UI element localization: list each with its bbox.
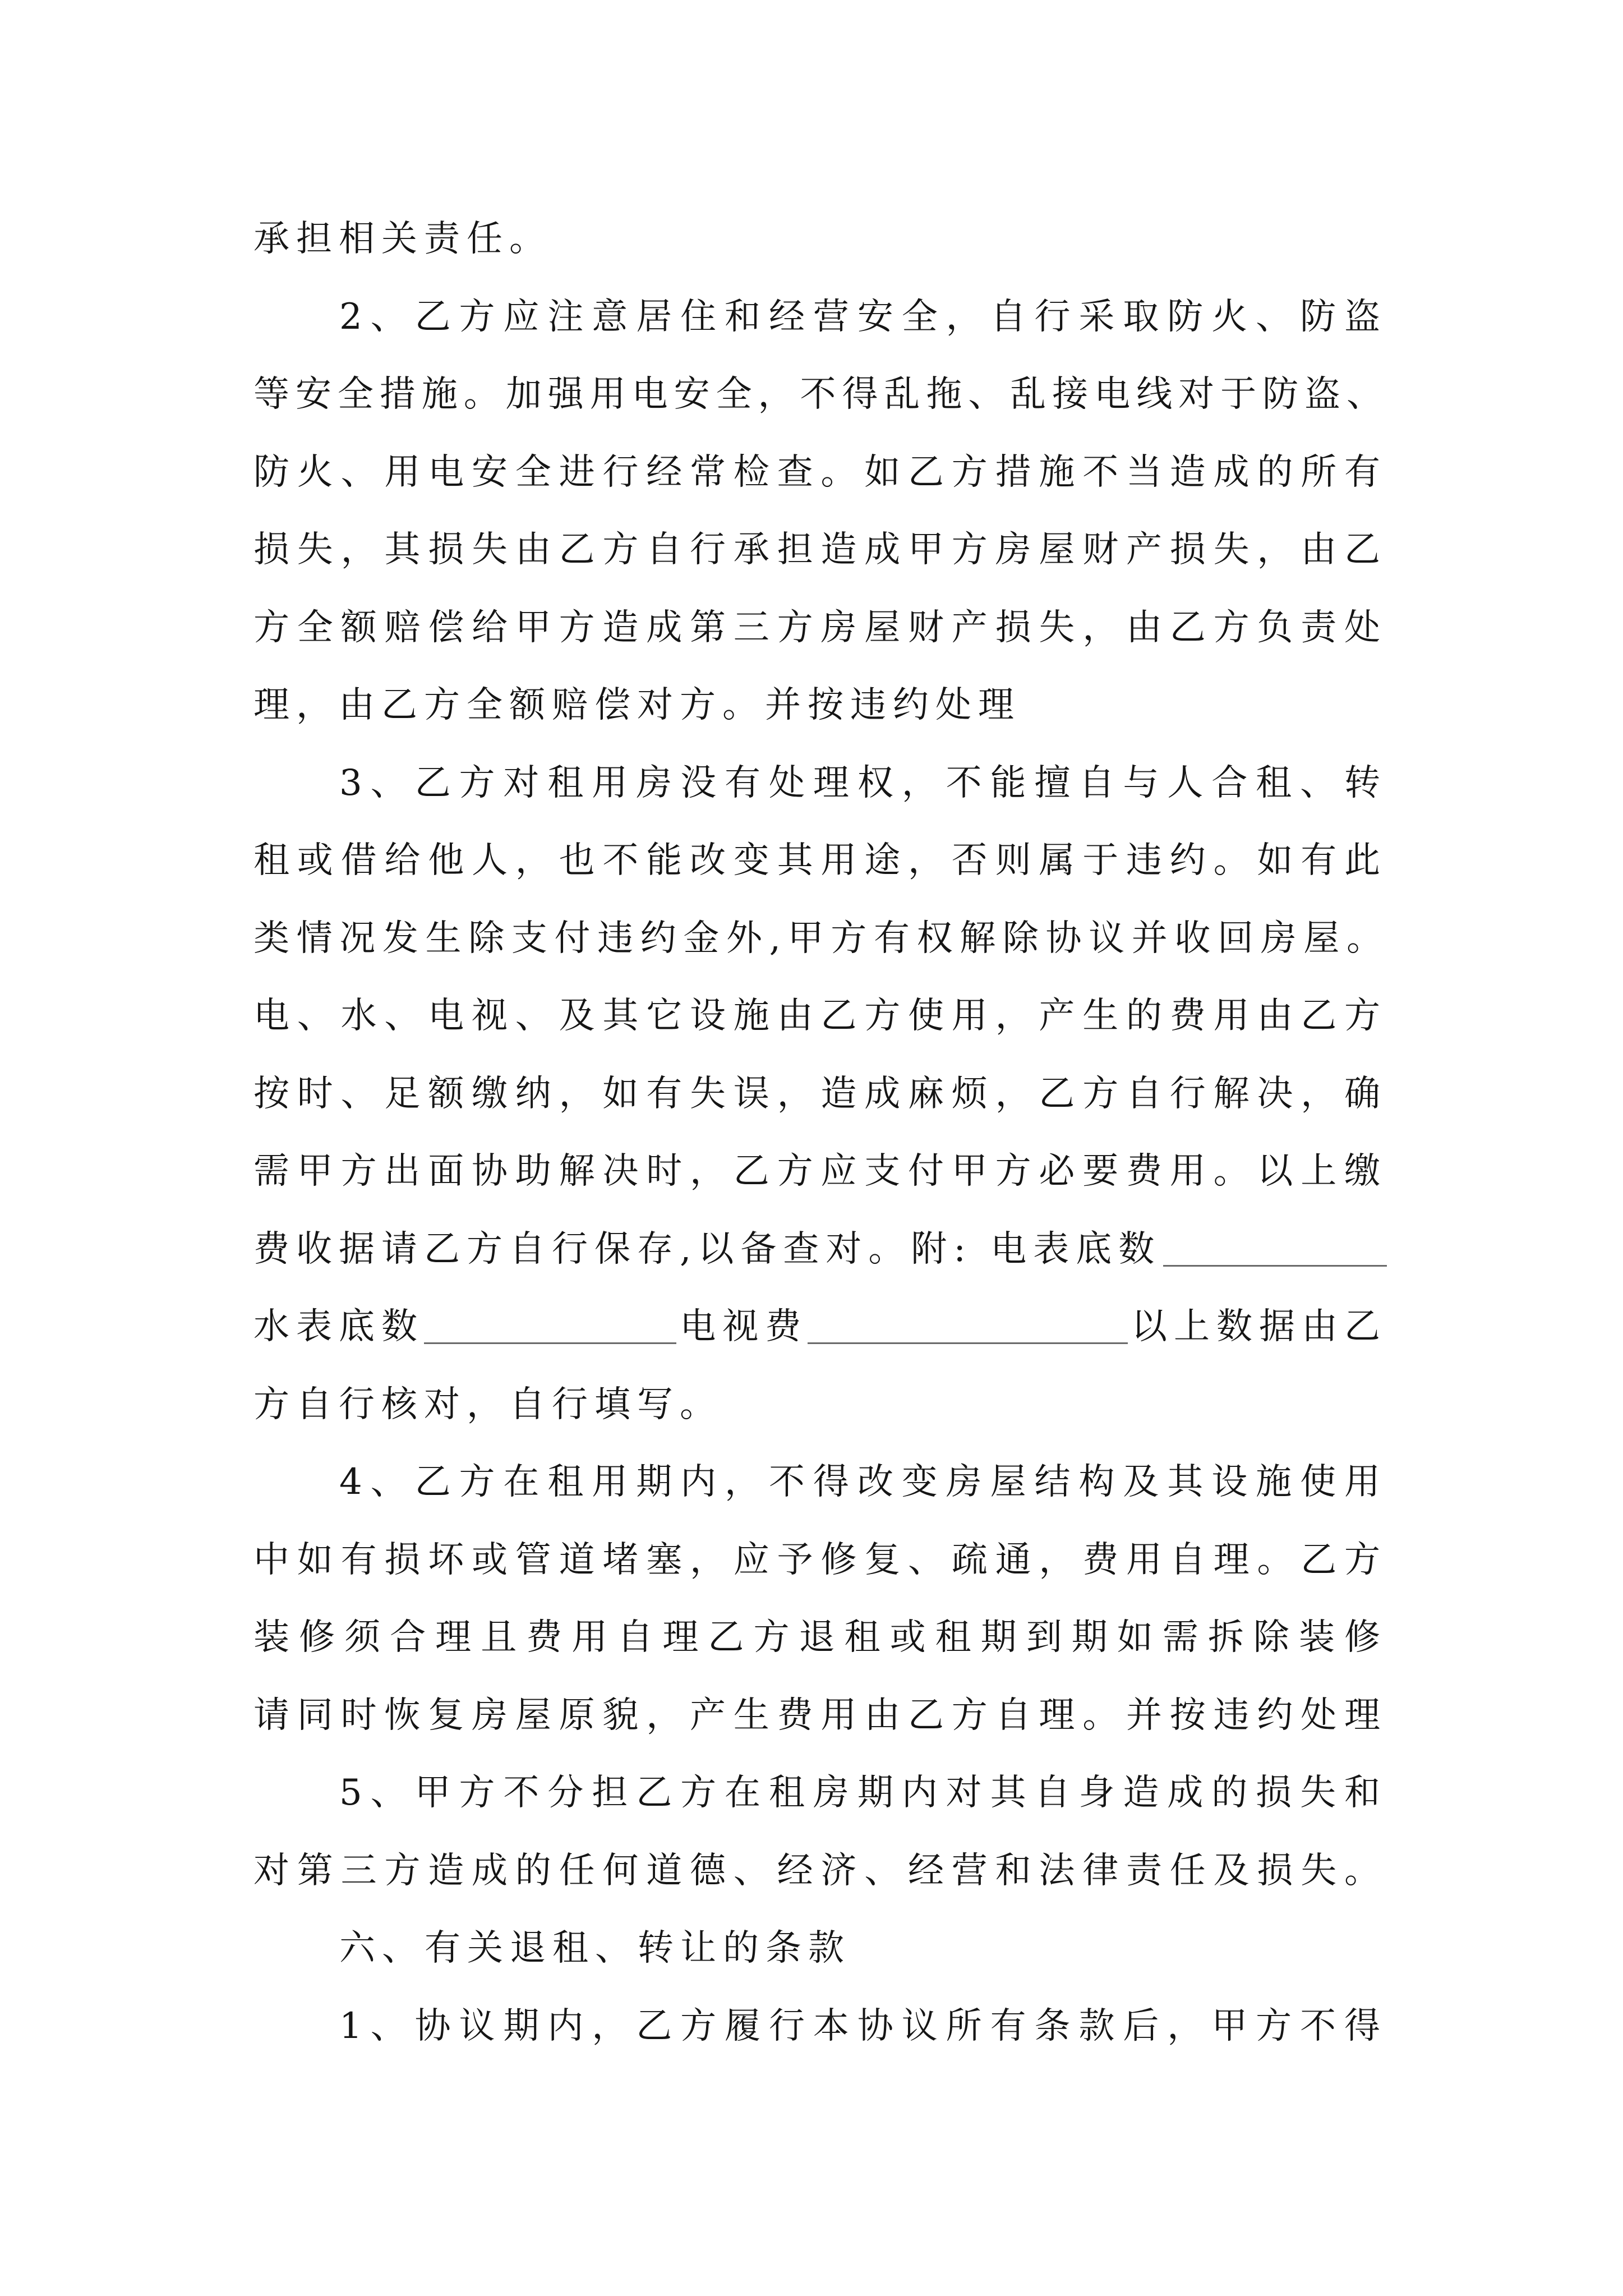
text-line: 租或借给他人，也不能改变其用途，否则属于违约。如有此 bbox=[253, 840, 1387, 881]
electric-meter-line bbox=[253, 1211, 1387, 1289]
text-line: 按时、足额缴纳，如有失误，造成麻烦，乙方自行解决，确 bbox=[253, 1073, 1387, 1115]
electric-meter-blank bbox=[1163, 1265, 1387, 1267]
text-line: 等安全措施。加强用电安全，不得乱拖、乱接电线对于防盗、 bbox=[253, 374, 1387, 415]
text-line: 需甲方出面协助解决时，乙方应支付甲方必要费用。以上缴 bbox=[253, 1151, 1387, 1192]
meter-line-tail: 以上数据由乙 bbox=[1131, 1306, 1387, 1347]
document-body bbox=[253, 200, 1387, 2065]
text-line: 对第三方造成的任何道德、经济、经营和法律责任及损失。 bbox=[253, 1849, 1387, 1892]
electric-meter-label: 费收据请乙方自行保存,以备查对。附: 电表底数 bbox=[253, 1228, 1161, 1270]
clause-5-first-line: 5、甲方不分担乙方在租房期内对其自身造成的损失和 bbox=[339, 1772, 1387, 1814]
text-line: 中如有损坏或管道堵塞，应予修复、疏通，费用自理。乙方 bbox=[253, 1539, 1387, 1581]
clause-2-first-line: 2、乙方应注意居住和经营安全，自行采取防火、防盗 bbox=[339, 296, 1387, 338]
text-line: 电、水、电视、及其它设施由乙方使用，产生的费用由乙方 bbox=[253, 995, 1387, 1037]
section-6-heading: 六、有关退租、转让的条款 bbox=[339, 1927, 851, 1969]
clause-4-first-line: 4、乙方在租用期内，不得改变房屋结构及其设施使用 bbox=[339, 1461, 1387, 1503]
section-6-clause-1-first-line: 1、协议期内，乙方履行本协议所有条款后，甲方不得 bbox=[339, 2005, 1387, 2047]
text-line: 方自行核对，自行填写。 bbox=[253, 1383, 722, 1425]
water-tv-meter-line bbox=[253, 1288, 1387, 1366]
text-line: 方全额赔偿给甲方造成第三方房屋财产损失，由乙方负责处 bbox=[253, 606, 1387, 648]
water-meter-blank bbox=[424, 1342, 676, 1344]
text-line: 装修须合理且费用自理乙方退租或租期到期如需拆除装修 bbox=[253, 1617, 1387, 1658]
tv-fee-label: 电视费 bbox=[680, 1306, 808, 1347]
tv-fee-blank bbox=[808, 1342, 1128, 1344]
text-line: 承担相关责任。 bbox=[253, 218, 552, 260]
water-meter-label: 水表底数 bbox=[253, 1306, 424, 1347]
text-line: 请同时恢复房屋原貌，产生费用由乙方自理。并按违约处理 bbox=[253, 1694, 1387, 1736]
clause-3-first-line: 3、乙方对租用房没有处理权，不能擅自与人合租、转 bbox=[339, 762, 1387, 804]
text-line: 防火、用电安全进行经常检查。如乙方措施不当造成的所有 bbox=[253, 451, 1387, 493]
text-line: 类情况发生除支付违约金外,甲方有权解除协议并收回房屋。 bbox=[253, 917, 1387, 959]
text-line: 理，由乙方全额赔偿对方。并按违约处理 bbox=[253, 684, 1021, 726]
text-line: 损失，其损失由乙方自行承担造成甲方房屋财产损失，由乙 bbox=[253, 529, 1387, 570]
